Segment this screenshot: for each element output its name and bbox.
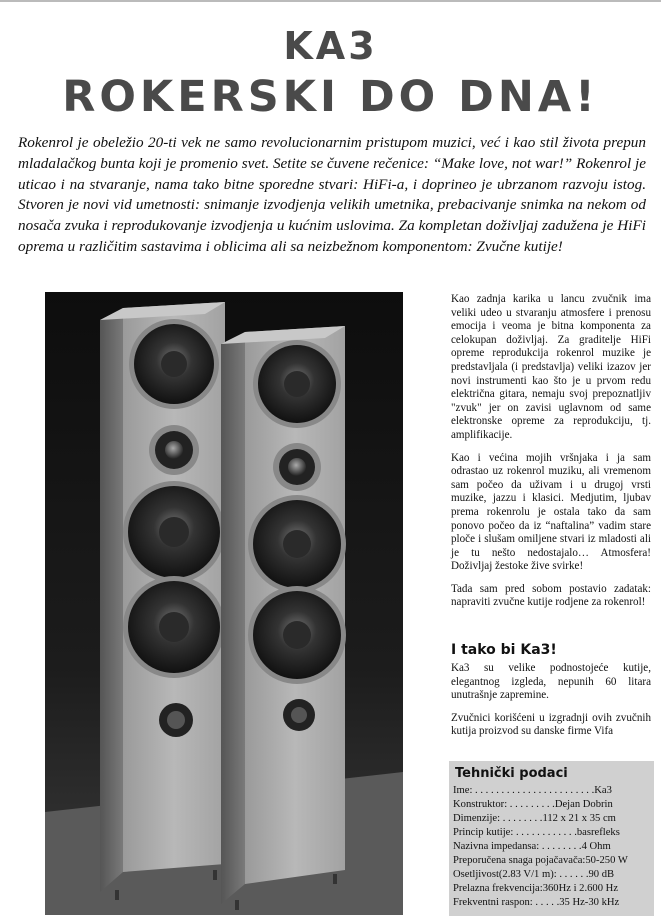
paragraph-3: Tada sam pred sobom postavio zadatak: napraviti zvučne kutije rodjene za rokenrol! — [451, 582, 651, 609]
spec-row: Osetljivost(2.83 V/1 m): . . . . . .90 dB — [453, 869, 615, 880]
spec-row: Prelazna frekvencija:360Hz i 2.600 Hz — [453, 883, 619, 894]
spec-row: Nazivna impedansa: . . . . . . . .4 Ohm — [453, 841, 611, 852]
body-column-2 — [451, 662, 651, 739]
intro-paragraph: Rokenrol je obeležio 20-ti vek ne samo revolucionarnim pristupom muzici, već i kao stil života prepun mladalačkog bunta koji je promenio svet. Setite se čuvene rečenice: “Make love, not war!” Rokenrol je uticao i na stvaranje, nama tako bitne sporedne stvari: HiFi-a, i doprineo je ubrzanom razvoju istog. Stvoren je novi vid umetnosti: snimanje izvodjenja velikih umetnika, prebacivanje snimka na nekom od nosača zvuka i reprodukovanje izvodjenja u kućnim uslovima. Za kompletan doživljaj zadužena je HiFi oprema u različitim sastavima i oblicima ali sa neizbežnom komponentom: Zvučne kutije! — [18, 134, 646, 255]
section-heading: I tako bi Ka3! — [451, 642, 557, 658]
article-subtitle: ROKERSKI DO DNA! — [62, 72, 599, 122]
specs-box — [449, 761, 654, 916]
spec-row: Princip kutije: . . . . . . . . . . . .basrefleks — [453, 827, 620, 838]
paragraph-1: Kao zadnja karika u lancu zvučnik ima veliki udeo u stvaranju atmosfere i prenosu emocija i veoma je bitna komponenta za celokupan doživljaj. Za graditelje HiFi opreme reprodukcija rokenrol muzike je predstavljala (i predstavlja) veliki izazov jer novi instrumenti kao što je u prvom redu električna gitara, nemaju svoj prepoznatljiv "zvuk" jer on zavisi uglavnom od same elektronske opreme za reprodukciju, tj. amplifikacije. — [451, 293, 651, 441]
spec-row: Preporučena snaga pojačavača:50-250 W — [453, 855, 628, 866]
spec-row: Konstruktor: . . . . . . . . .Dejan Dobrin — [453, 799, 613, 810]
spec-row: Dimenzije: . . . . . . . .112 x 21 x 35 cm — [453, 813, 616, 824]
spec-row: Ime: . . . . . . . . . . . . . . . . . . . . . . .Ka3 — [453, 785, 612, 796]
article-title: KA3 — [283, 24, 378, 68]
left-speaker — [100, 302, 225, 900]
body-column — [451, 293, 651, 610]
paragraph-5: Zvučnici korišćeni u izgradnji ovih zvučnih kutija proizvod su danske firme Vifa — [451, 711, 651, 738]
speakers-photo — [45, 292, 403, 915]
paragraph-4: Ka3 su velike podnostojeće kutije, elegantnog izgleda, nepunih 60 litara unutrašnje zapremine. — [451, 662, 651, 702]
paragraph-2: Kao i većina mojih vršnjaka i ja sam odrastao uz rokenrol muziku, ali vremenom sam počeo da uživam i u drugoj vrsti muzike, jazzu i klasici. Medjutim, ljubav prema rokenrolu je ostala tako da sam ponovo počeo da iz “naftalina” vadim stare ploče i slušam omiljene stvari iz mladosti ali je tu nešto nedostajalo… Atmosfera! Doživljaj žestoke žive svirke! — [451, 451, 651, 573]
spec-row: Frekventni raspon: . . . . .35 Hz-30 kHz — [453, 897, 620, 908]
top-rule — [0, 0, 661, 2]
right-speaker — [221, 326, 346, 910]
specs-title: Tehnički podaci — [455, 766, 568, 781]
